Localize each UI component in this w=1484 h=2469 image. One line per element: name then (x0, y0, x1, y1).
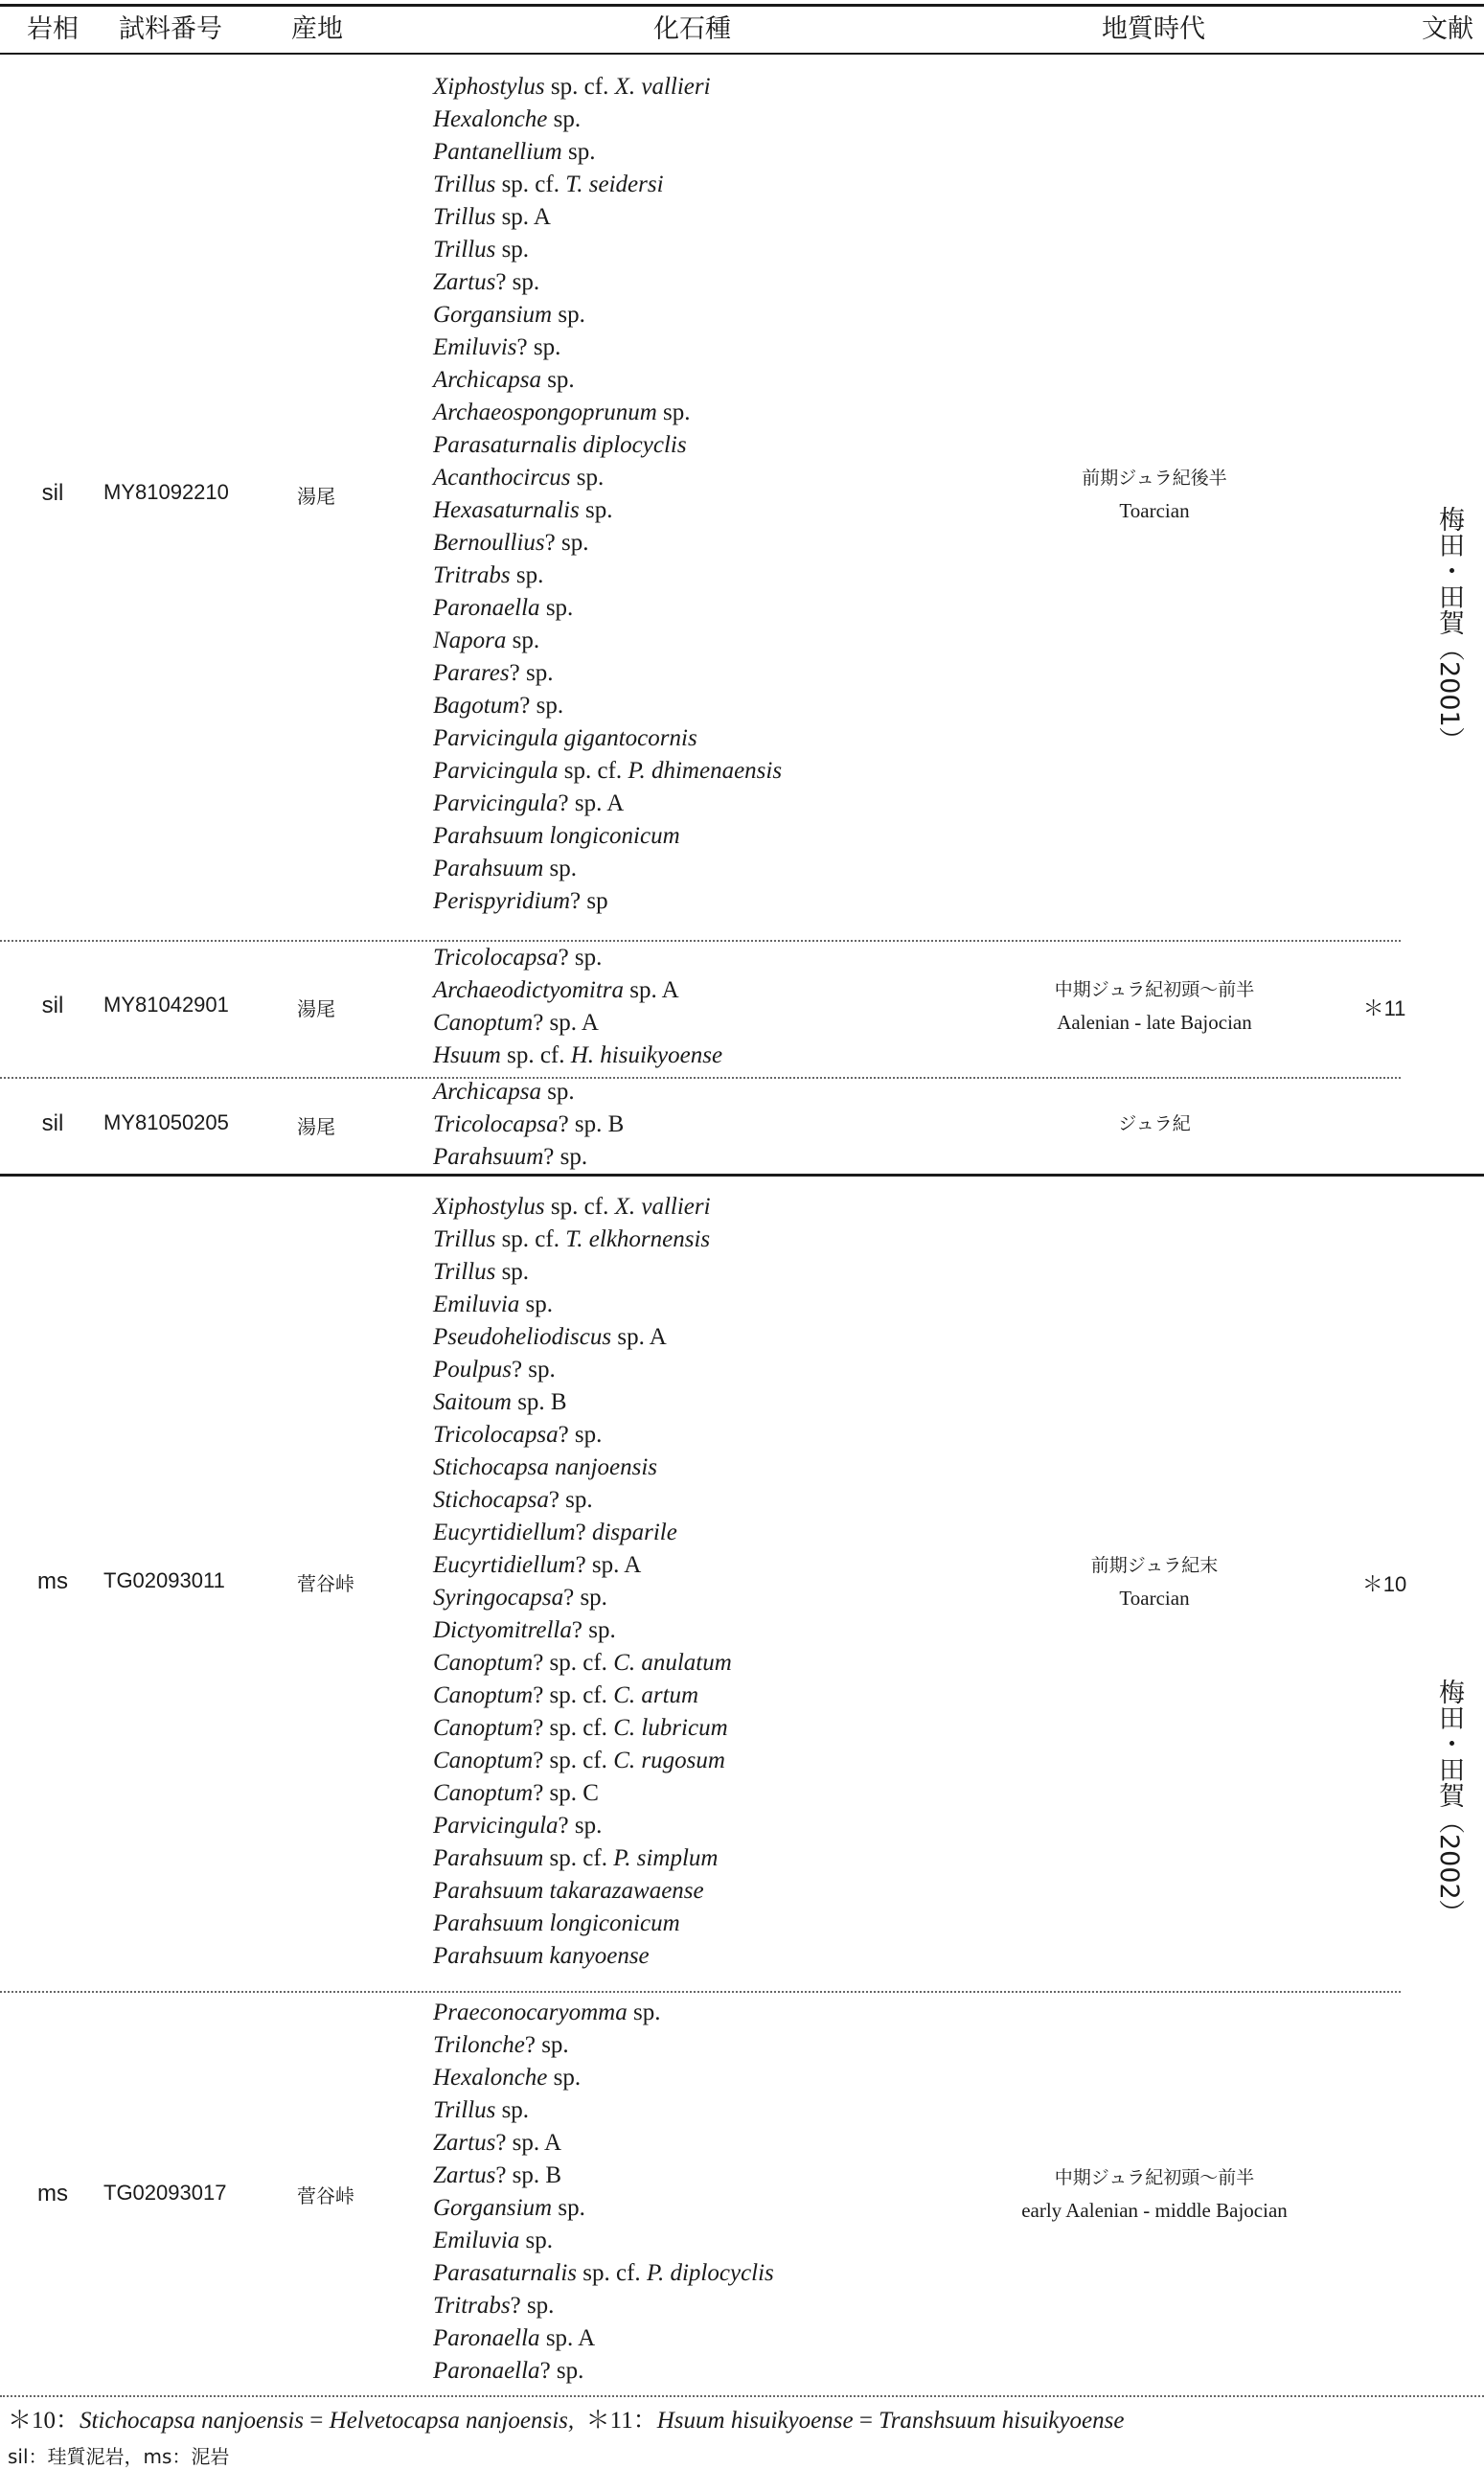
header-species: 化石種 (653, 14, 731, 44)
species-item (433, 1354, 732, 1386)
species-item (433, 1582, 732, 1614)
species-name-italic: Hsuum (433, 1042, 501, 1068)
species-qualifier: sp. (519, 1292, 553, 1317)
species-name-italic: Zartus (433, 2130, 496, 2156)
species-qualifier: ? sp. A (495, 2130, 562, 2156)
species-item (433, 1256, 732, 1289)
species-item (433, 2192, 774, 2225)
species-name-italic: C. artum (613, 1682, 699, 1708)
species-item (433, 1842, 732, 1875)
species-qualifier: sp. cf. (577, 2260, 647, 2286)
species-name-italic: Parares (433, 660, 510, 686)
species-qualifier: ? sp (570, 888, 608, 914)
species-qualifier: sp. B (511, 1389, 567, 1415)
row2-species-list (433, 942, 722, 1072)
species-qualifier: ? sp. (495, 269, 540, 295)
species-name-italic: Trillus (433, 171, 496, 197)
species-name-italic: Emiluvis (433, 334, 517, 360)
species-qualifier: sp. (495, 237, 530, 263)
species-name-italic: Parahsuum (433, 1845, 544, 1871)
species-name-italic: P. dhimenaensis (628, 758, 783, 784)
species-qualifier: sp. (656, 400, 691, 425)
species-item (433, 625, 782, 657)
species-item (433, 364, 782, 397)
species-name-italic: Parasaturnalis (433, 2260, 578, 2286)
species-qualifier: ? sp. cf. (533, 1650, 614, 1676)
species-item (433, 1419, 732, 1452)
species-item (433, 1647, 732, 1680)
species-item (433, 527, 782, 560)
species-name-italic: Gorgansium (433, 302, 553, 328)
species-qualifier: ? sp. (509, 660, 554, 686)
species-qualifier: sp. (552, 2195, 585, 2221)
species-item (433, 1191, 732, 1223)
species-item (433, 429, 782, 462)
species-qualifier: sp. (543, 856, 578, 881)
species-item (433, 1745, 732, 1777)
species-name-italic: C. anulatum (613, 1650, 732, 1676)
species-item (433, 1076, 624, 1109)
row1-age-jp: 前期ジュラ紀後半 (1082, 468, 1227, 489)
species-name-italic: Poulpus (433, 1357, 512, 1383)
row4-locality: 菅谷峠 (297, 1572, 354, 1595)
species-name-italic: Hexasaturnalis (433, 497, 580, 523)
species-name-italic: C. rugosum (613, 1748, 725, 1773)
species-qualifier: ? sp. (510, 2293, 555, 2319)
species-name-italic: Acanthocircus (433, 465, 571, 491)
species-item (433, 201, 782, 234)
species-qualifier: sp. (540, 1079, 575, 1105)
species-name-italic: Trillus (433, 1226, 496, 1252)
species-name-italic: P. diplocyclis (646, 2260, 774, 2286)
species-name-italic: Dictyomitrella (433, 1617, 572, 1643)
species-item (433, 1386, 732, 1419)
species-name-italic: Napora (433, 628, 507, 653)
row5-age (953, 2161, 1356, 2227)
species-qualifier: sp. cf. (544, 1194, 615, 1220)
species-name-italic: Canoptum (433, 1010, 534, 1036)
species-qualifier: sp. (540, 367, 575, 393)
row5-locality: 菅谷峠 (297, 2184, 354, 2207)
species-qualifier: ? sp. A (533, 1010, 599, 1036)
species-item (433, 234, 782, 266)
species-qualifier: sp. A (539, 2325, 596, 2351)
species-item (433, 2094, 774, 2127)
species-item (433, 2127, 774, 2160)
row-divider (0, 1077, 1401, 1079)
footnote-11-old-name: Hsuum hisuikyoense (656, 2408, 854, 2434)
species-item (433, 1141, 624, 1174)
species-qualifier: sp. (627, 2000, 661, 2025)
species-name-italic: Parvicingula (433, 758, 559, 784)
species-item (433, 1007, 722, 1040)
footnote-10-equals: = (304, 2408, 330, 2434)
species-item (433, 722, 782, 755)
species-name-italic: Parahsuum longiconicum (433, 1910, 680, 1936)
row4-sample: TG02093011 (103, 1568, 225, 1592)
species-name-italic: Canoptum (433, 1682, 534, 1708)
species-item (433, 1223, 732, 1256)
header-sample: 試料番号 (119, 14, 222, 44)
species-item (433, 1997, 774, 2029)
species-name-italic: Stichocapsa (433, 1487, 549, 1513)
row2-note: ＊11 (1362, 996, 1406, 1020)
species-name-italic: Canoptum (433, 1715, 534, 1741)
species-qualifier: ? sp. (544, 530, 589, 556)
species-name-italic: Tricolocapsa (433, 1111, 559, 1137)
footnote-11-mark: ＊11： (585, 2408, 657, 2434)
species-name-italic: T. seidersi (565, 171, 664, 197)
species-item (433, 560, 782, 592)
species-qualifier: ? sp. (571, 1617, 616, 1643)
reference-2001: 梅田・田賀（2001） (1434, 506, 1464, 753)
species-qualifier: ? sp. B (495, 2162, 562, 2188)
header-age: 地質時代 (1102, 14, 1205, 44)
species-qualifier: sp. cf. (558, 758, 628, 784)
species-qualifier: sp. (519, 2228, 553, 2253)
species-name-italic: T. elkhornensis (565, 1226, 711, 1252)
species-item (433, 1614, 732, 1647)
species-item (433, 299, 782, 331)
footnote-11-new-name: Transhsuum hisuikyoense (879, 2408, 1125, 2434)
row3-age (953, 1108, 1356, 1140)
species-item (433, 1908, 732, 1940)
row4-species-list (433, 1191, 732, 1973)
species-name-italic: Trilonche (433, 2032, 525, 2058)
species-qualifier: ? sp. cf. (533, 1715, 614, 1741)
species-name-italic: Tritrabs (433, 2293, 511, 2319)
species-item (433, 1289, 732, 1321)
species-item (433, 2257, 774, 2290)
species-name-italic: H. hisuikyoense (570, 1042, 723, 1068)
row1-age-en: Toarcian (1119, 499, 1190, 522)
species-item (433, 885, 782, 918)
species-item (433, 820, 782, 853)
species-qualifier: ? sp. A (575, 1552, 642, 1578)
species-name-italic: P. simplum (613, 1845, 719, 1871)
species-name-italic: Canoptum (433, 1650, 534, 1676)
species-name-italic: Pseudoheliodiscus (433, 1324, 612, 1350)
species-qualifier: sp. cf. (495, 1226, 566, 1252)
species-name-italic: Canoptum (433, 1748, 534, 1773)
species-item (433, 1940, 732, 1973)
row3-species-list (433, 1076, 624, 1174)
row4-age (953, 1549, 1356, 1614)
species-item (433, 2160, 774, 2192)
species-name-italic: Parahsuum takarazawaense (433, 1878, 704, 1904)
species-qualifier: sp. A (624, 977, 679, 1003)
species-qualifier: ? (575, 1520, 592, 1545)
species-item (433, 2062, 774, 2094)
header-locality: 産地 (291, 14, 343, 44)
species-qualifier: ? sp. (563, 1585, 607, 1611)
species-item (433, 1777, 732, 1810)
row5-sample: TG02093017 (103, 2181, 227, 2205)
species-qualifier: ? sp. B (558, 1111, 625, 1137)
species-qualifier: sp. (539, 595, 574, 621)
row3-facies: sil (41, 1110, 64, 1136)
species-name-italic: Canoptum (433, 1780, 534, 1806)
species-qualifier: ? sp. (539, 2358, 584, 2384)
row3-sample: MY81050205 (103, 1110, 229, 1134)
row2-age (953, 973, 1356, 1039)
species-item (433, 853, 782, 885)
species-item (433, 1549, 732, 1582)
species-item (433, 71, 782, 103)
species-qualifier: sp. A (611, 1324, 667, 1350)
species-qualifier: sp. (570, 465, 605, 491)
species-name-italic: Archicapsa (433, 1079, 541, 1105)
species-item (433, 942, 722, 974)
table-bottom-rule (0, 2395, 1484, 2397)
species-item (433, 2225, 774, 2257)
row5-age-en: early Aalenian - middle Bajocian (1021, 2199, 1288, 2222)
footnote-10-old-name: Stichocapsa nanjoensis (80, 2408, 305, 2434)
row5-facies: ms (37, 2181, 68, 2206)
row1-facies: sil (41, 480, 64, 506)
species-name-italic: Trillus (433, 237, 496, 263)
species-qualifier: sp. (547, 2065, 582, 2091)
species-item (433, 1810, 732, 1842)
row2-sample: MY81042901 (103, 993, 229, 1017)
species-name-italic: Syringocapsa (433, 1585, 564, 1611)
species-name-italic: Bernoullius (433, 530, 545, 556)
species-item (433, 1680, 732, 1712)
species-item (433, 1452, 732, 1484)
species-name-italic: Trillus (433, 2097, 496, 2123)
row2-age-jp: 中期ジュラ紀初頭～前半 (1054, 979, 1255, 1000)
species-item (433, 1712, 732, 1745)
species-qualifier: sp. (506, 628, 540, 653)
species-name-italic: Xiphostylus (433, 74, 545, 100)
row2-locality: 湯尾 (297, 997, 335, 1020)
species-item (433, 494, 782, 527)
species-name-italic: Parahsuum (433, 856, 544, 881)
species-name-italic: Parahsuum kanyoense (433, 1943, 650, 1969)
species-item (433, 690, 782, 722)
species-qualifier: sp. cf. (500, 1042, 571, 1068)
species-item (433, 103, 782, 136)
species-qualifier: ? sp. (511, 1357, 556, 1383)
species-name-italic: Praeconocaryomma (433, 2000, 628, 2025)
species-qualifier: ? sp. (543, 1144, 588, 1170)
species-qualifier: ? sp. A (558, 790, 625, 816)
species-name-italic: Paronaella (433, 595, 540, 621)
row4-note: ＊10 (1361, 1572, 1407, 1596)
footnote-10-mark: ＊10： (8, 2408, 80, 2434)
species-item (433, 1040, 722, 1072)
species-item (433, 331, 782, 364)
species-name-italic: Tricolocapsa (433, 1422, 559, 1448)
species-name-italic: Gorgansium (433, 2195, 553, 2221)
species-name-italic: Paronaella (433, 2358, 540, 2384)
species-qualifier: ? sp. cf. (533, 1682, 614, 1708)
header-reference: 文献 (1422, 14, 1473, 44)
species-name-italic: Perispyridium (433, 888, 571, 914)
row1-sample: MY81092210 (103, 480, 229, 504)
species-qualifier: sp. (561, 139, 596, 165)
group-rule (0, 1174, 1484, 1177)
species-name-italic: Pantanellium (433, 139, 562, 165)
species-qualifier: ? sp. (519, 693, 564, 719)
species-item (433, 2322, 774, 2355)
species-qualifier: ? sp. C (533, 1780, 599, 1806)
species-qualifier: sp. (495, 2097, 530, 2123)
species-name-italic: Tricolocapsa (433, 945, 559, 971)
species-item (433, 788, 782, 820)
reference-2002: 梅田・田賀（2002） (1434, 1679, 1464, 1926)
species-item (433, 169, 782, 201)
species-item (433, 2029, 774, 2062)
row4-facies: ms (37, 1568, 68, 1594)
species-item (433, 755, 782, 788)
species-name-italic: Paronaella (433, 2325, 540, 2351)
header-facies: 岩相 (27, 14, 79, 44)
footnote-10-new-name: Helvetocapsa nanjoensis, (329, 2408, 575, 2434)
table-top-rule (0, 4, 1484, 7)
species-item (433, 592, 782, 625)
species-qualifier: sp. (495, 1259, 530, 1285)
species-name-italic: Eucyrtidiellum (433, 1552, 576, 1578)
row5-species-list (433, 1997, 774, 2388)
species-name-italic: Stichocapsa nanjoensis (433, 1454, 658, 1480)
species-name-italic: Parasaturnalis diplocyclis (433, 432, 687, 458)
row1-age (953, 462, 1356, 527)
species-name-italic: X. vallieri (614, 1194, 711, 1220)
species-item (433, 1875, 732, 1908)
species-item (433, 397, 782, 429)
species-qualifier: sp. cf. (495, 171, 566, 197)
species-name-italic: Saitoum (433, 1389, 512, 1415)
footnote-legend: sil：珪質泥岩，ms：泥岩 (8, 2445, 230, 2468)
species-item (433, 2355, 774, 2388)
species-name-italic: Trillus (433, 1259, 496, 1285)
row3-locality: 湯尾 (297, 1115, 335, 1138)
species-item (433, 657, 782, 690)
species-qualifier: sp. (552, 302, 585, 328)
species-name-italic: Archaeospongoprunum (433, 400, 657, 425)
species-qualifier: sp. (579, 497, 613, 523)
species-qualifier: ? sp. (548, 1487, 593, 1513)
species-item (433, 266, 782, 299)
row1-locality: 湯尾 (297, 485, 335, 508)
species-item (433, 1484, 732, 1517)
species-qualifier: sp. (510, 562, 544, 588)
species-name-italic: Parvicingula (433, 1813, 559, 1839)
species-name-italic: Hexalonche (433, 106, 548, 132)
species-name-italic: Zartus (433, 269, 496, 295)
species-name-italic: Xiphostylus (433, 1194, 545, 1220)
row3-age-jp: ジュラ紀 (1118, 1113, 1191, 1134)
row2-facies: sil (41, 993, 64, 1018)
species-qualifier: ? sp. (558, 1813, 603, 1839)
row4-age-jp: 前期ジュラ紀末 (1090, 1555, 1219, 1576)
species-name-italic: Parvicingula gigantocornis (433, 725, 697, 751)
row4-age-en: Toarcian (1119, 1587, 1190, 1610)
species-name-italic: Archaeodictyomitra (433, 977, 625, 1003)
species-item (433, 2290, 774, 2322)
species-name-italic: Parvicingula (433, 790, 559, 816)
species-name-italic: Emiluvia (433, 2228, 520, 2253)
species-qualifier: ? sp. cf. (533, 1748, 614, 1773)
row1-species-list (433, 71, 782, 918)
footnote-11-equals: = (853, 2408, 879, 2434)
species-name-italic: Zartus (433, 2162, 496, 2188)
footnote-synonyms (8, 2401, 1124, 2435)
species-item (433, 1321, 732, 1354)
species-name-italic: Eucyrtidiellum (433, 1520, 576, 1545)
species-name-italic: Emiluvia (433, 1292, 520, 1317)
species-name-italic: Bagotum (433, 693, 520, 719)
species-qualifier: ? sp. (558, 1422, 603, 1448)
species-item (433, 1517, 732, 1549)
species-name-italic: Archicapsa (433, 367, 541, 393)
row-divider (0, 1991, 1401, 1993)
species-item (433, 974, 722, 1007)
species-qualifier: ? sp. (558, 945, 603, 971)
species-name-italic: C. lubricum (613, 1715, 728, 1741)
species-name-italic: X. vallieri (614, 74, 711, 100)
species-qualifier: ? sp. (524, 2032, 569, 2058)
species-name-italic: Parahsuum longiconicum (433, 823, 680, 849)
header-bottom-rule (0, 53, 1484, 55)
species-name-italic: Trillus (433, 204, 496, 230)
species-item (433, 462, 782, 494)
species-item (433, 1109, 624, 1141)
species-item (433, 136, 782, 169)
species-name-italic: Parahsuum (433, 1144, 544, 1170)
species-qualifier: sp. A (495, 204, 551, 230)
row2-age-en: Aalenian - late Bajocian (1057, 1011, 1252, 1034)
species-qualifier: sp. (547, 106, 582, 132)
row5-age-jp: 中期ジュラ紀初頭～前半 (1054, 2167, 1255, 2188)
species-qualifier: ? sp. (516, 334, 561, 360)
species-name-italic: Tritrabs (433, 562, 511, 588)
species-qualifier: sp. cf. (544, 74, 615, 100)
species-name-italic: Hexalonche (433, 2065, 548, 2091)
species-name-italic: disparile (591, 1520, 677, 1545)
species-qualifier: sp. cf. (543, 1845, 614, 1871)
